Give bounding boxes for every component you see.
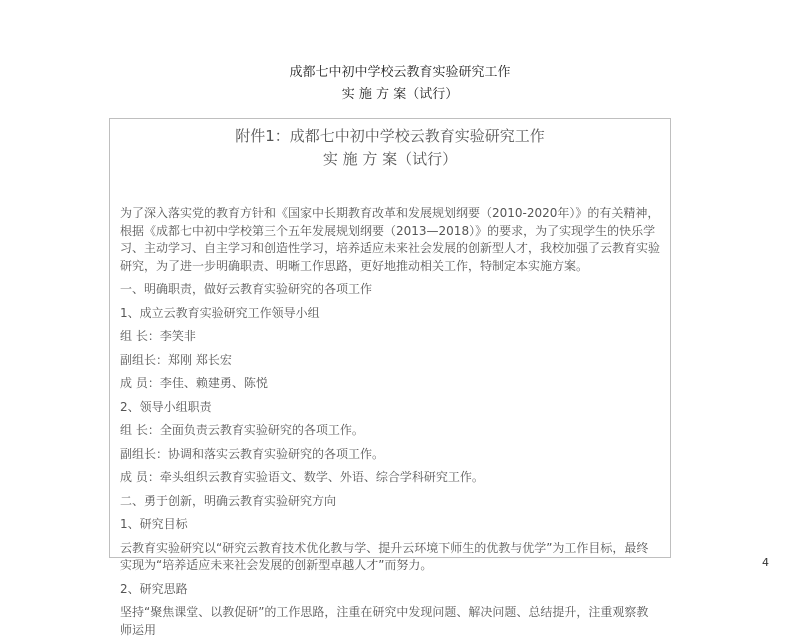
header-subtitle: 实 施 方 案（试行）: [341, 87, 459, 102]
document-title: 附件1：成都七中初中学校云教育实验研究工作: [235, 127, 545, 145]
leader-line: 组 长：李笑非: [120, 329, 196, 343]
subsection-heading-1-2: 2、领导小组职责: [120, 399, 212, 414]
document-title-block: [120, 125, 660, 171]
deputy-duty-line: 副组长：协调和落实云教育实验研究的各项工作。: [120, 446, 385, 461]
document-subtitle: 实 施 方 案（试行）: [322, 150, 458, 168]
subsection-heading-1-1: 1、成立云教育实验研究工作领导小组: [120, 305, 320, 320]
document-frame: [109, 118, 671, 637]
members-line: 成 员：李佳、赖建勇、陈悦: [120, 376, 268, 390]
document-body: [120, 205, 660, 639]
leader-duty-line: 组 长：全面负责云教育实验研究的各项工作。: [120, 423, 364, 437]
section-heading-2: 二、勇于创新，明确云教育实验研究方向: [120, 493, 337, 508]
page-header: [0, 62, 800, 106]
deputy-leader-line: 副组长：郑刚 郑长宏: [120, 352, 232, 367]
subsection-heading-2-2: 2、研究思路: [120, 581, 188, 596]
subsection-heading-2-1: 1、研究目标: [120, 517, 188, 531]
page-number: 4: [762, 556, 769, 569]
header-title: 成都七中初中学校云教育实验研究工作: [289, 65, 511, 80]
approach-paragraph: 坚持“聚焦课堂、以教促研”的工作思路，注重在研究中发现问题、解决问题、总结提升，注重观察教师运用: [120, 605, 649, 637]
goal-paragraph: 云教育实验研究以“研究云教育技术优化教与学、提升云环境下师生的优教与优学”为工作目标，最终实现为“培养适应未来社会发展的创新型卓越人才”而努力。: [120, 540, 649, 572]
intro-paragraph: 为了深入落实党的教育方针和《国家中长期教育改革和发展规划纲要（2010-2020年）》的有关精神，根据《成都七中初中学校第三个五年发展规划纲要（2013—2018）》的要求，为了实现学生的快乐学习、主动学习、自主学习和创造性学习，培养适应未来社会发展的创新型人才，我校加强了云教育实验研究，为了进一步明确职责、明晰工作思路，更好地推动相关工作，特制定本实施方案。: [120, 206, 661, 273]
section-heading-1: 一、明确职责，做好云教育实验研究的各项工作: [120, 282, 373, 296]
members-duty-line: 成 员：牵头组织云教育实验语文、数学、外语、综合学科研究工作。: [120, 470, 484, 484]
